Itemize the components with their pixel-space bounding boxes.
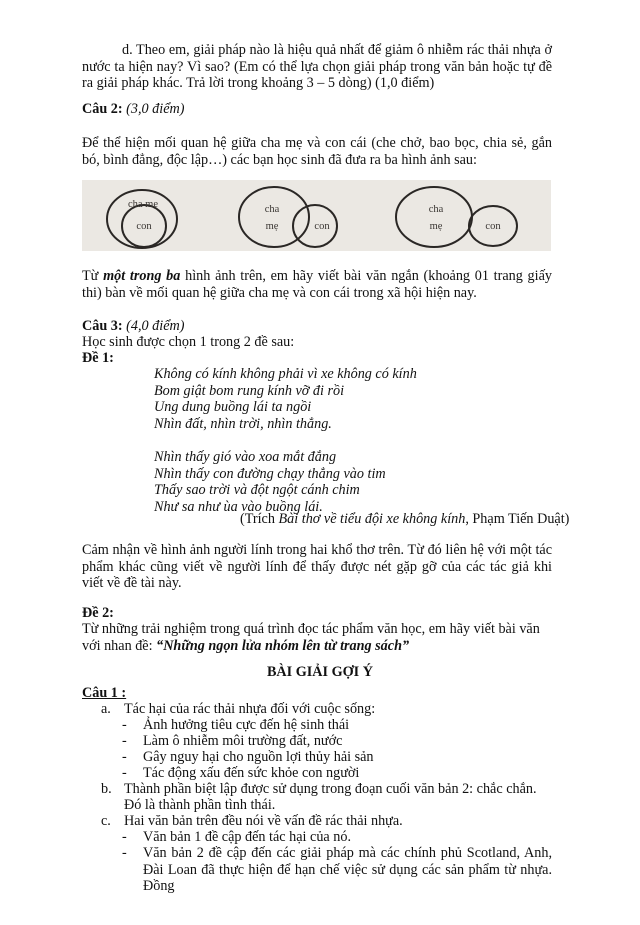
question-3-heading xyxy=(82,318,184,335)
figure-touching xyxy=(396,187,517,247)
label-parents-line1: cha xyxy=(264,204,280,215)
task-rest: hình ảnh trên, em hãy viết bài văn ngắn (khoảng 01 trang giấy thi) bàn về mối quan hệ giữa cha mẹ và con cái trong xã hội hiện nay. xyxy=(82,268,552,301)
answer-a-marker: a. xyxy=(101,701,111,717)
label-parents-line2: mẹ xyxy=(265,221,279,232)
question-3-label: Câu 3: xyxy=(82,318,123,334)
answer-a-bullet: Ảnh hưởng tiêu cực đến hệ sinh thái xyxy=(143,717,350,733)
poem-line: Bom giật bom rung kính vỡ đi rồi xyxy=(154,382,345,399)
answer-c-marker: c. xyxy=(101,813,111,829)
poem-line: Không có kính không phải vì xe không có kính xyxy=(154,366,417,382)
task-prefix: Từ xyxy=(82,268,104,284)
parent-circle-overlapping xyxy=(239,187,309,247)
citation-open: (Trích xyxy=(240,511,279,527)
poem-line: Nhìn thấy con đường chạy thẳng vào tim xyxy=(154,465,386,482)
de-2-task-title: “Những ngọn lửa nhóm lên từ trang sách” xyxy=(156,637,410,654)
question-2-heading xyxy=(82,101,184,118)
answer-c-text: Hai văn bản trên đều nói về vấn đề rác thải nhựa. xyxy=(124,813,403,829)
bullet-marker: - xyxy=(122,749,127,765)
label-parents-line1: cha xyxy=(428,204,444,215)
question-2-intro: Để thể hiện mối quan hệ giữa cha mẹ và con cái (che chở, bao bọc, chia sẻ, gắn bó, bình đẳng, độc lập…) các bạn học sinh đã đưa ra ba hình ảnh sau: xyxy=(82,135,552,168)
answer-a-bullet: Tác động xấu đến sức khỏe con người xyxy=(143,765,360,781)
label-parents-line2: mẹ xyxy=(429,221,443,232)
figure-nested xyxy=(107,190,177,248)
bullet-marker: - xyxy=(122,829,127,845)
question-2-task xyxy=(82,268,552,301)
de-1-label: Đề 1: xyxy=(82,350,114,366)
bullet-marker: - xyxy=(122,733,127,749)
citation-title: Bài thơ về tiểu đội xe không kính xyxy=(278,511,466,527)
question-3-points: (4,0 điểm) xyxy=(126,318,185,334)
de-2-label: Đề 2: xyxy=(82,605,114,621)
label-child: con xyxy=(485,221,501,232)
bullet-marker: - xyxy=(122,845,127,861)
poem-line: Ung dung buồng lái ta ngồi xyxy=(154,399,312,416)
poem-citation xyxy=(240,511,569,528)
parent-circle-touching xyxy=(396,187,472,247)
label-child: con xyxy=(136,221,152,232)
answer-c-bullet: Văn bản 1 đề cập đến tác hại của nó. xyxy=(143,829,351,845)
answer-b-line1: Thành phần biệt lập được sử dụng trong đoạn cuối văn bản 2: chắc chắn. xyxy=(124,781,537,797)
de-2-task xyxy=(82,621,552,654)
parent-child-relationship-figures xyxy=(82,180,551,251)
poem-excerpt xyxy=(154,366,417,515)
answer-a-bullet: Gây nguy hại cho nguồn lợi thủy hải sản xyxy=(143,749,374,765)
figure-overlapping xyxy=(239,187,337,247)
poem-line: Nhìn đất, nhìn trời, nhìn thẳng. xyxy=(154,415,332,432)
answers-title: BÀI GIẢI GỢI Ý xyxy=(266,664,374,680)
bullet-marker: - xyxy=(122,765,127,781)
answer-1-label: Câu 1 : xyxy=(82,685,127,701)
citation-close: , Phạm Tiến Duật) xyxy=(465,511,570,527)
answer-a-bullet: Làm ô nhiễm môi trường đất, nước xyxy=(143,733,343,749)
question-3-instruction: Học sinh được chọn 1 trong 2 đề sau: xyxy=(82,334,295,350)
bullet-marker: - xyxy=(122,717,127,733)
question-2-label: Câu 2: xyxy=(82,101,123,117)
relationship-diagrams xyxy=(82,180,551,251)
label-parents: cha mẹ xyxy=(127,199,159,210)
question-2-points: (3,0 điểm) xyxy=(126,101,185,117)
answer-b-marker: b. xyxy=(101,781,112,797)
answer-c-bullet: Văn bản 2 đề cập đến các giải pháp mà các chính phủ Scotland, Anh, Đài Loan đã thực hiện để hạn chế việc sử dụng các sản phẩm từ nhựa. Đồng xyxy=(143,845,552,895)
question-1d-text: d. Theo em, giải pháp nào là hiệu quả nhất để giảm ô nhiễm rác thải nhựa ở nước ta hiện nay? Vì sao? (Em có thể lựa chọn giải pháp trong văn bản hoặc tự đề ra giải pháp khác. Trả lời trong khoảng 3 – 5 dòng) (1,0 điểm) xyxy=(82,42,552,92)
task-emphasis: một trong ba xyxy=(103,268,181,284)
de-2-task-prefix: Từ những trải nghiệm trong quá trình đọc tác phẩm văn học, em hãy viết bài văn với nhan đề: xyxy=(82,621,540,654)
label-child: con xyxy=(314,221,330,232)
answer-b-line2: Đó là thành phần tình thái. xyxy=(124,797,276,813)
poem-line: Thấy sao trời và đột ngột cánh chim xyxy=(154,482,360,499)
poem-line: Như sa như ùa vào buồng lái. xyxy=(154,498,323,515)
answer-a-text: Tác hại của rác thải nhựa đối với cuộc sống: xyxy=(124,701,376,717)
poem-line: Nhìn thấy gió vào xoa mắt đắng xyxy=(154,448,337,465)
de-1-task: Cảm nhận về hình ảnh người lính trong hai khổ thơ trên. Từ đó liên hệ với một tác phẩm khác cũng viết về người lính để thấy được nét gặp gỡ của các tác giả khi viết về đề tài này. xyxy=(82,542,552,592)
poem-line-blank xyxy=(154,432,417,449)
